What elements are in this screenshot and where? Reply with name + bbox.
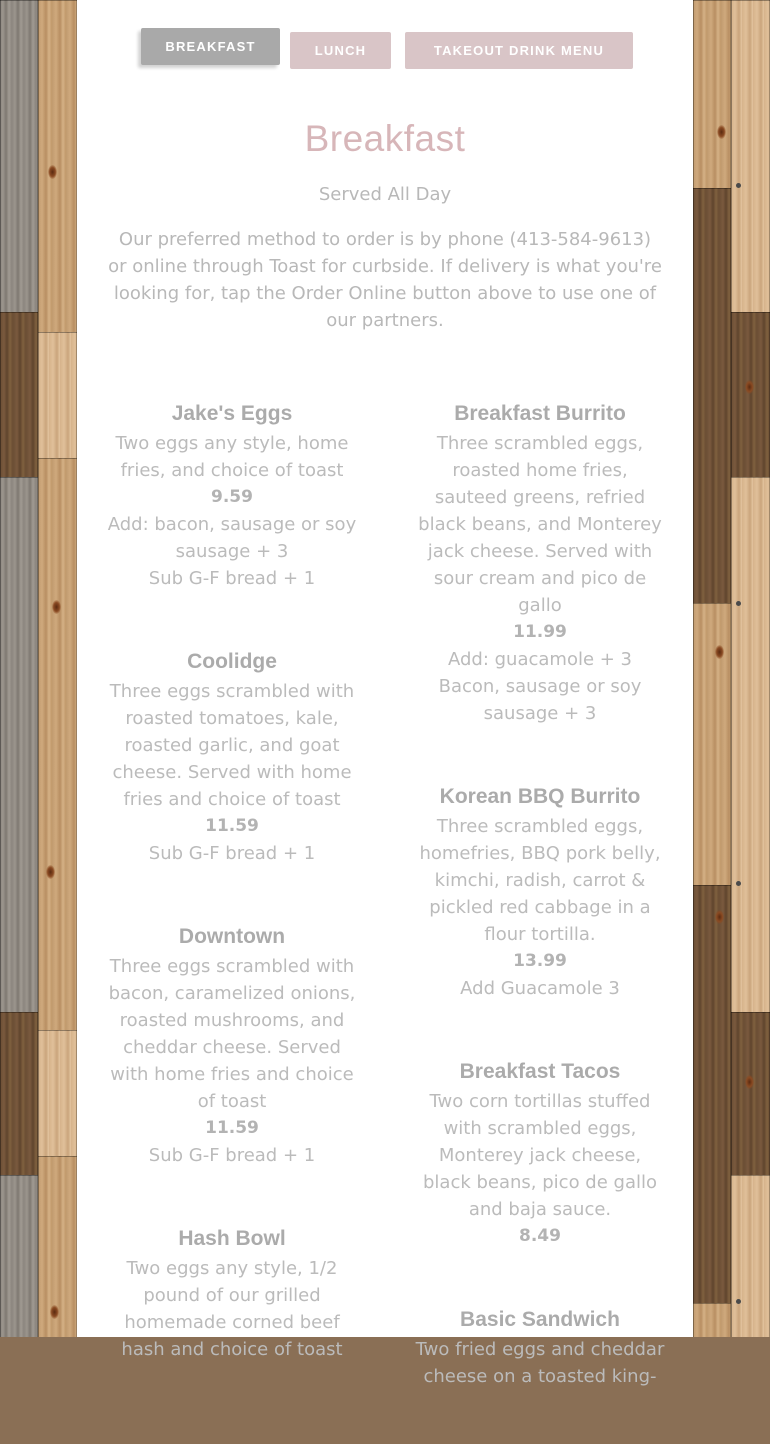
item-name: Downtown	[178, 925, 286, 948]
menu-item	[107, 646, 357, 867]
menu-item	[107, 921, 357, 1169]
menu-item	[415, 781, 665, 1002]
item-description: Two fried eggs and cheddar cheese on a toasted king-	[415, 1339, 665, 1387]
item-note: Sub G-F bread + 1	[148, 568, 316, 589]
menu-subtitle: Served All Day	[318, 184, 452, 205]
tab-breakfast[interactable]: BREAKFAST	[141, 28, 280, 65]
item-description: Two eggs any style, home fries, and choice of toast	[115, 433, 349, 481]
item-note: Bacon, sausage or soy sausage + 3	[438, 676, 642, 724]
item-price: 8.49	[519, 1226, 561, 1246]
item-description: Three scrambled eggs, homefries, BBQ pork belly, kimchi, radish, carrot & pickled red cabbage in a flour tortilla.	[419, 816, 661, 945]
menu-item	[107, 1223, 357, 1363]
item-note: Add Guacamole 3	[460, 978, 620, 999]
item-note: Add: guacamole + 3	[447, 649, 633, 670]
item-description: Three eggs scrambled with bacon, caramelized onions, roasted mushrooms, and cheddar cheese. Served with home fries and choice of toast	[108, 956, 356, 1112]
tab-lunch[interactable]: LUNCH	[290, 32, 391, 69]
menu-column-left	[107, 398, 357, 1417]
item-price: 13.99	[513, 951, 567, 971]
menu-title: Breakfast	[304, 118, 466, 159]
item-price: 11.59	[205, 1118, 259, 1138]
item-name: Korean BBQ Burrito	[439, 785, 641, 808]
item-name: Hash Bowl	[178, 1227, 286, 1250]
menu-column-right	[415, 398, 665, 1444]
item-name: Basic Sandwich	[460, 1308, 620, 1331]
menu-intro: Our preferred method to order is by phone (413-584-9613) or online through Toast for curbside. If delivery is what you're looking for, tap the Order Online button above to use one of our partners.	[108, 229, 662, 331]
menu-tabs	[77, 0, 693, 80]
item-description: Two corn tortillas stuffed with scrambled eggs, Monterey jack cheese, black beans, pico de gallo and baja sauce.	[422, 1091, 657, 1220]
item-name: Breakfast Burrito	[454, 402, 626, 425]
menu-panel	[77, 0, 693, 1387]
item-description: Three eggs scrambled with roasted tomatoes, kale, roasted garlic, and goat cheese. Served with home fries and choice of toast	[109, 681, 355, 810]
item-description: Three scrambled eggs, roasted home fries, sauteed greens, refried black beans, and Monterey jack cheese. Served with sour cream and pico de gallo	[418, 433, 662, 616]
item-name: Coolidge	[187, 650, 277, 673]
item-name: Breakfast Tacos	[459, 1060, 621, 1083]
item-note: Sub G-F bread + 1	[148, 843, 316, 864]
menu-item	[107, 398, 357, 592]
item-name: Jake's Eggs	[171, 402, 293, 425]
wood-wall-right	[693, 0, 770, 1337]
item-note: Sub G-F bread + 1	[148, 1145, 316, 1166]
item-price: 11.99	[513, 622, 567, 642]
item-price: 9.59	[211, 487, 253, 507]
wood-wall-left	[0, 0, 77, 1337]
item-note: Add: bacon, sausage or soy sausage + 3	[107, 514, 357, 562]
tab-takeout-drink-menu[interactable]: TAKEOUT DRINK MENU	[405, 32, 633, 69]
menu-item	[415, 1056, 665, 1250]
item-price: 11.59	[205, 816, 259, 836]
menu-item	[415, 1304, 665, 1390]
menu-item	[415, 398, 665, 727]
item-description: Two eggs any style, 1/2 pound of our grilled homemade corned beef hash and choice of toast	[121, 1258, 343, 1360]
